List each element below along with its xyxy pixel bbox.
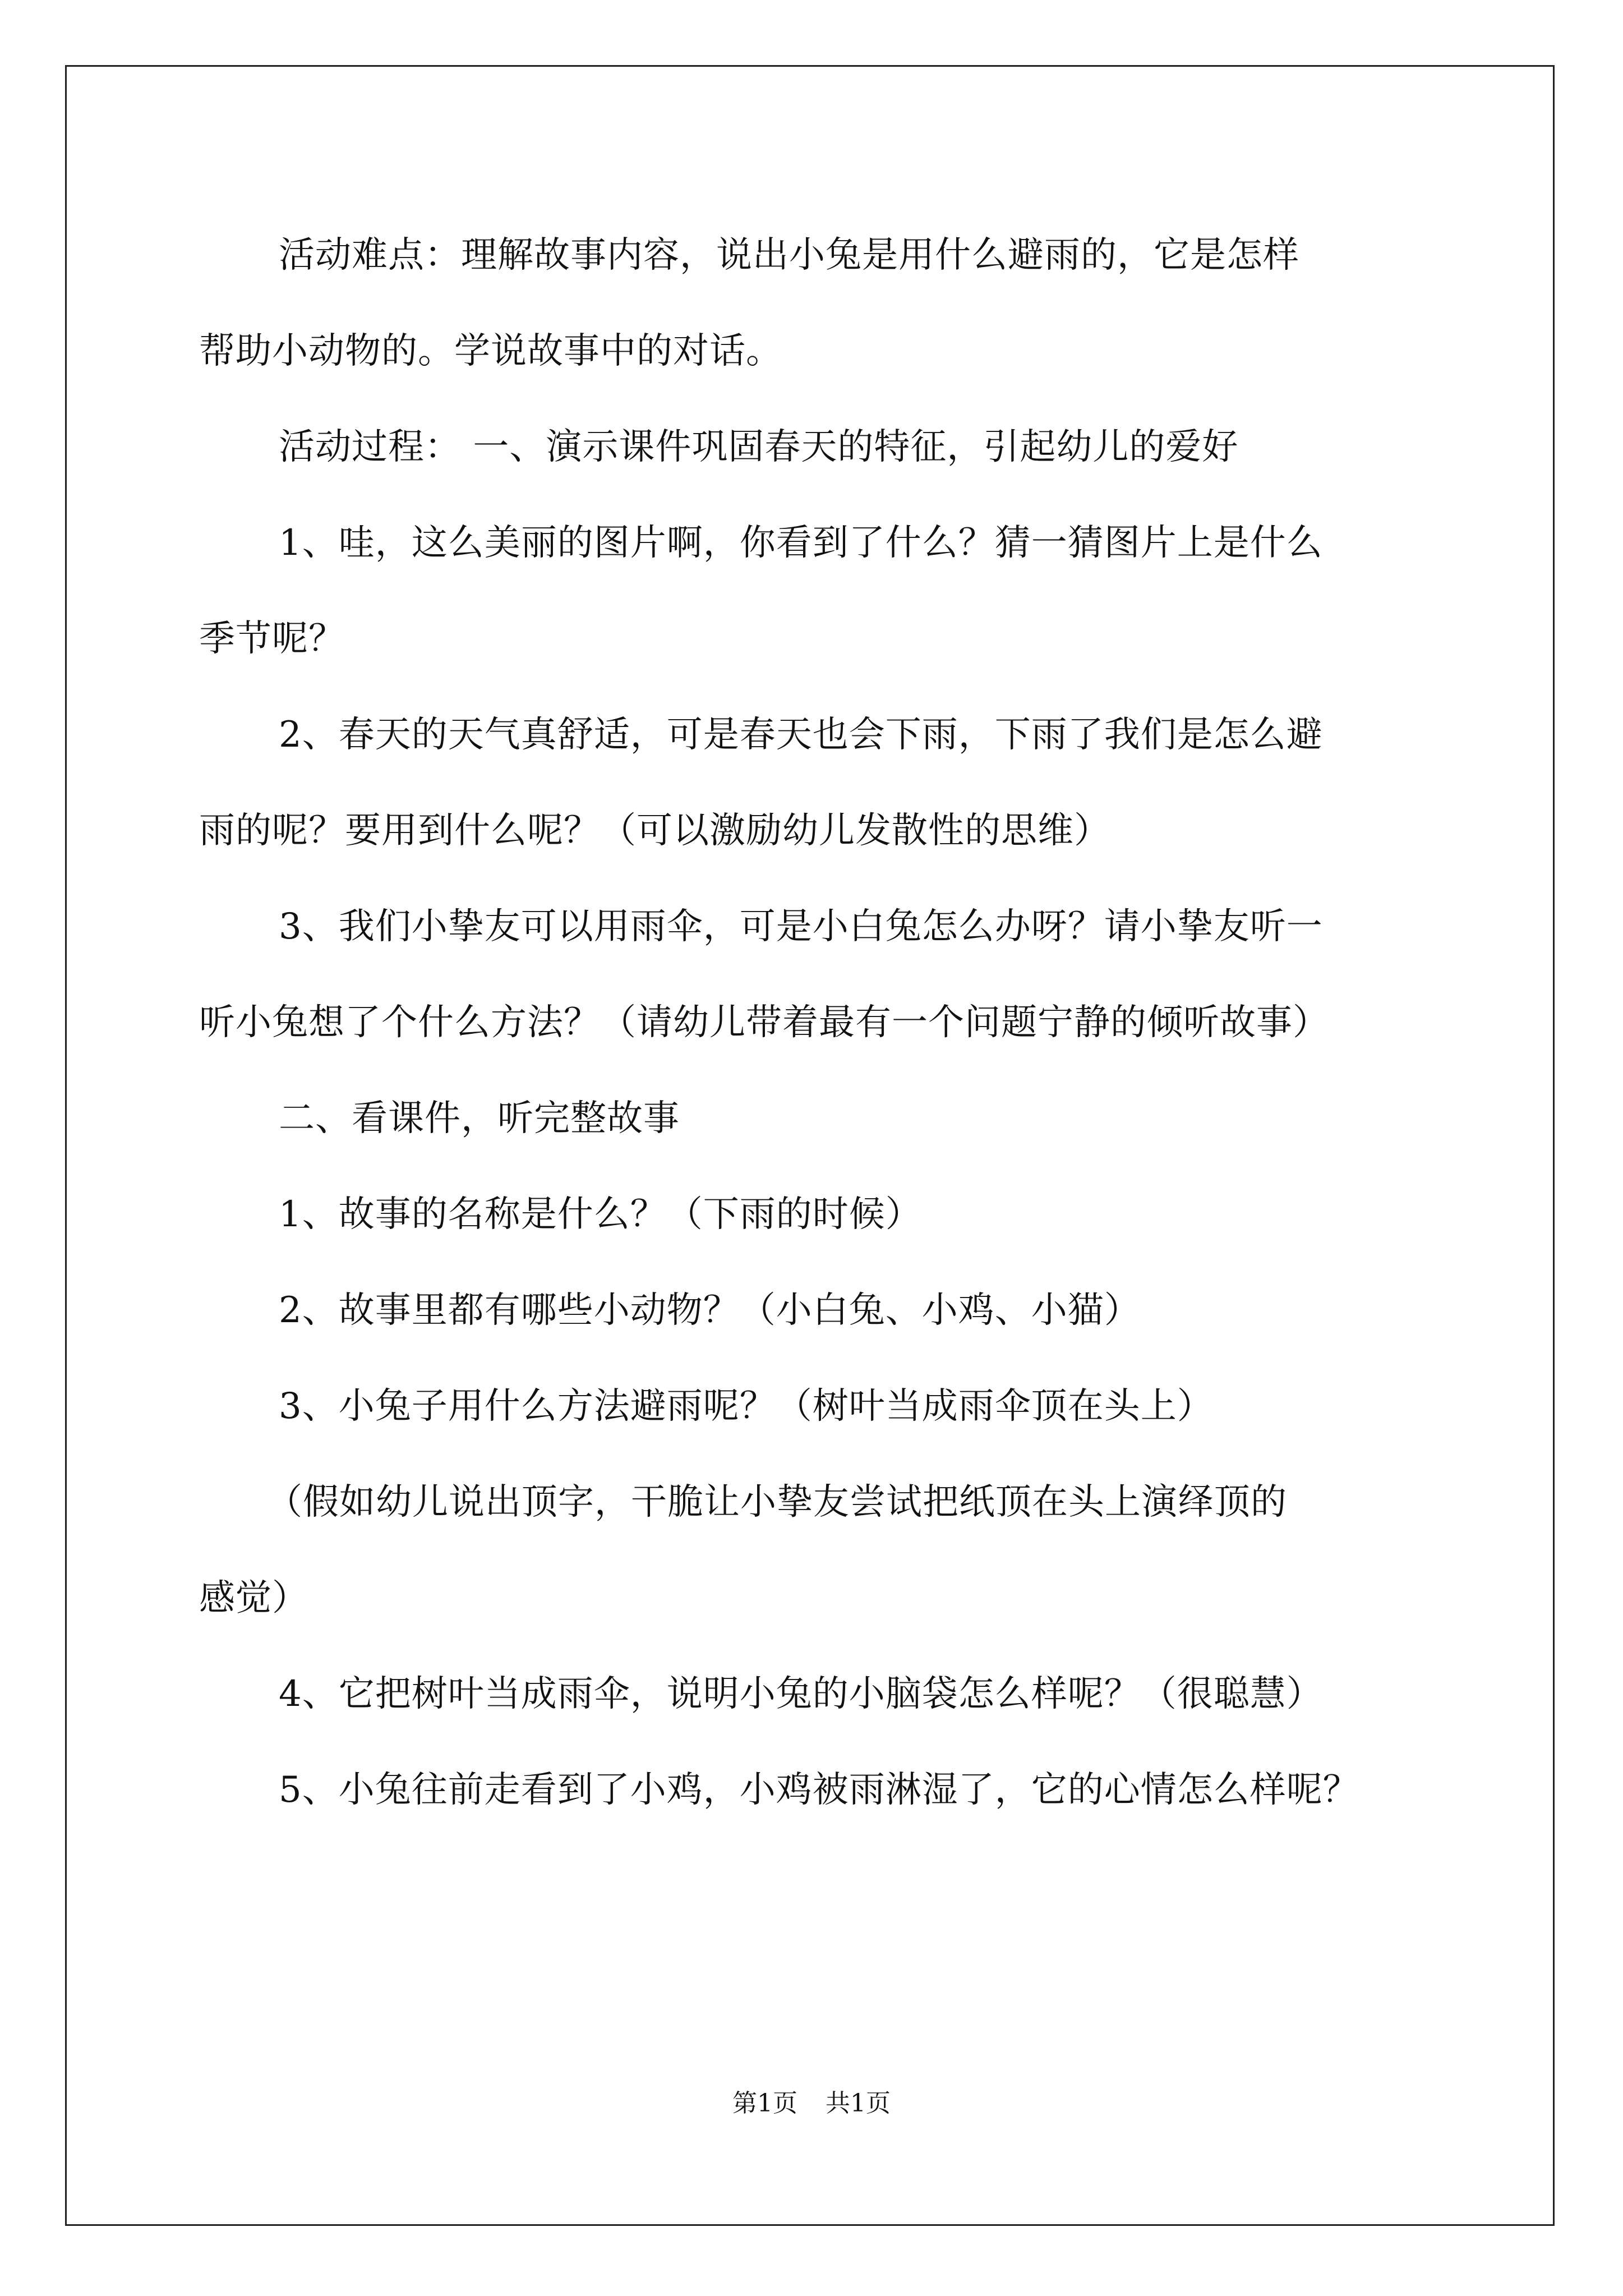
paragraph-line: 3、我们小挚友可以用雨伞，可是小白兔怎么办呀？请小挚友听一	[279, 906, 1323, 947]
paragraph-line: 活动过程： 一、演示课件巩固春天的特征，引起幼儿的爱好	[279, 426, 1239, 468]
paragraph-line: 感觉）	[199, 1577, 308, 1619]
paragraph-line: 4、它把树叶当成雨伞，说明小兔的小脑袋怎么样呢？（很聪慧）	[279, 1673, 1323, 1715]
paragraph-line: 1、故事的名称是什么？（下雨的时候）	[279, 1194, 922, 1235]
paragraph-line: 听小兔想了个什么方法？（请幼儿带着最有一个问题宁静的倾听故事）	[199, 1002, 1329, 1043]
paragraph-line: （假如幼儿说出顶字，干脆让小挚友尝试把纸顶在头上演绎顶的	[266, 1481, 1287, 1523]
paragraph-line: 帮助小动物的。学说故事中的对话。	[199, 330, 782, 372]
paragraph-line: 5、小兔往前走看到了小鸡，小鸡被雨淋湿了，它的心情怎么样呢？	[279, 1769, 1359, 1811]
page-total: 共1页	[826, 2089, 891, 2118]
section-heading: 二、看课件，听完整故事	[279, 1098, 680, 1139]
paragraph-line: 3、小兔子用什么方法避雨呢？（树叶当成雨伞顶在头上）	[279, 1386, 1214, 1427]
paragraph-line: 季节呢？	[199, 618, 345, 660]
paragraph-line: 雨的呢？要用到什么呢？（可以激励幼儿发散性的思维）	[199, 810, 1110, 852]
paragraph-line: 2、故事里都有哪些小动物？（小白兔、小鸡、小猫）	[279, 1290, 1141, 1331]
paragraph-line: 活动难点：理解故事内容，说出小兔是用什么避雨的，它是怎样	[279, 234, 1299, 276]
paragraph-line: 2、春天的天气真舒适，可是春天也会下雨，下雨了我们是怎么避	[279, 714, 1323, 756]
document-body	[199, 208, 1433, 1838]
paragraph-line: 1、哇，这么美丽的图片啊，你看到了什么？猜一猜图片上是什么	[279, 522, 1323, 564]
page-number: 第1页	[732, 2089, 797, 2118]
page-footer	[0, 2087, 1623, 2120]
